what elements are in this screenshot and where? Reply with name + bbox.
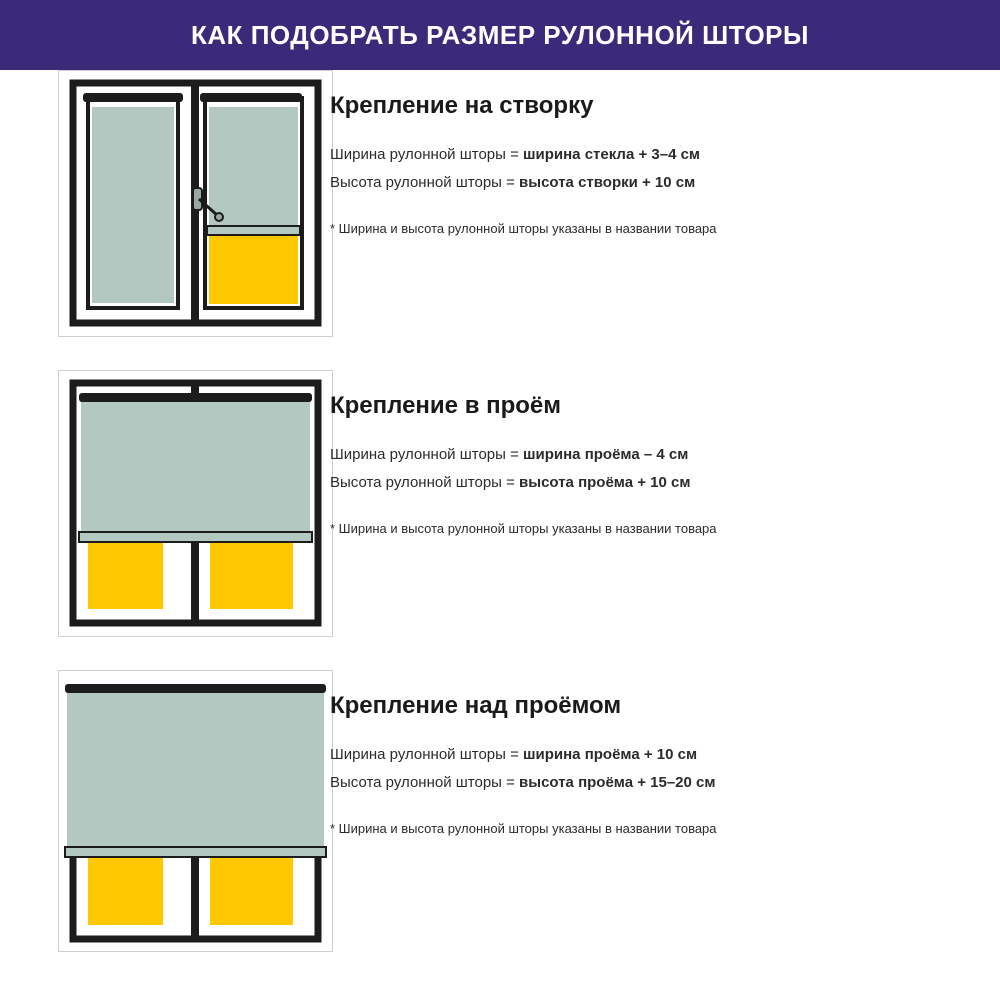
formula-width-value: ширина проёма + 10 см xyxy=(523,746,698,763)
section-note: * Ширина и высота рулонной шторы указаны в названии товара xyxy=(330,821,717,836)
formula-width-value: ширина стекла + 3–4 см xyxy=(523,146,701,163)
formula-height-label: Высота рулонной шторы = xyxy=(330,474,520,491)
formula-height-value: высота проёма + 15–20 см xyxy=(519,774,716,791)
section-title: Крепление над проёмом xyxy=(330,692,622,719)
figure-wrap-1 xyxy=(0,70,290,337)
page-title: КАК ПОДОБРАТЬ РАЗМЕР РУЛОННОЙ ШТОРЫ xyxy=(191,19,809,50)
formula-height-label: Высота рулонной шторы = xyxy=(330,774,520,791)
section-title: Крепление на створку xyxy=(330,92,594,119)
formula-width xyxy=(330,446,717,463)
formula-width-value: ширина проёма – 4 см xyxy=(523,446,689,463)
section-note: * Ширина и высота рулонной шторы указаны в названии товара xyxy=(330,221,717,236)
formula-height xyxy=(330,174,717,191)
formula-width-label: Ширина рулонной шторы = xyxy=(330,746,524,763)
text-block-1 xyxy=(290,70,717,236)
formula-height xyxy=(330,774,717,791)
section-title: Крепление в проём xyxy=(330,392,562,419)
formula-width xyxy=(330,146,717,163)
formula-height-value: высота створки + 10 см xyxy=(519,174,696,191)
section-sash-mount xyxy=(0,70,1000,370)
figure-wrap-3 xyxy=(0,670,290,952)
section-note: * Ширина и высота рулонной шторы указаны в названии товара xyxy=(330,521,717,536)
formula-width xyxy=(330,746,717,763)
text-block-3 xyxy=(290,670,717,836)
content-area xyxy=(0,70,1000,970)
formula-width-label: Ширина рулонной шторы = xyxy=(330,146,524,163)
formula-height-value: высота проёма + 10 см xyxy=(519,474,691,491)
formula-height-label: Высота рулонной шторы = xyxy=(330,174,520,191)
formula-height xyxy=(330,474,717,491)
formula-width-label: Ширина рулонной шторы = xyxy=(330,446,524,463)
text-block-2 xyxy=(290,370,717,536)
page-header xyxy=(0,0,1000,70)
section-above-opening-mount xyxy=(0,670,1000,970)
figure-wrap-2 xyxy=(0,370,290,637)
section-opening-mount xyxy=(0,370,1000,670)
